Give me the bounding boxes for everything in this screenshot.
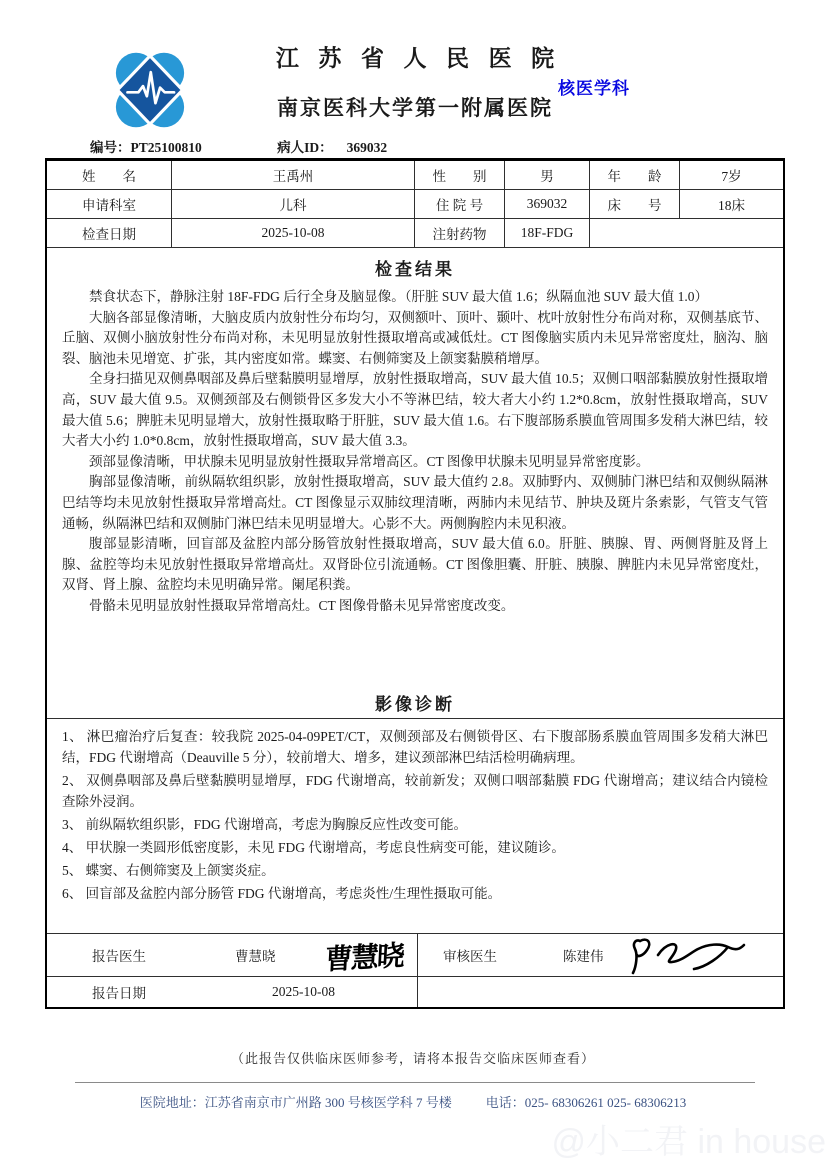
dept-label: 申请科室 [47, 190, 172, 219]
age-label: 年 龄 [590, 161, 680, 190]
result-paragraph: 颈部显像清晰，甲状腺未见明显放射性摄取异常增高区。CT 图像甲状腺未见明显异常密度影。 [89, 453, 650, 469]
hospital-contact-line [0, 1092, 826, 1111]
admission-label: 住 院 号 [415, 190, 505, 219]
diagnosis-item: 5、 蝶窦、右侧筛窦及上颌窦炎症。 [62, 863, 275, 878]
result-paragraph: 骨骼未见明显放射性摄取异常增高灶。CT 图像骨骼未见异常密度改变。 [89, 597, 515, 613]
reporter-handwritten-signature: 曹慧晓 [324, 940, 404, 977]
hospital-title: 江苏省人民医院 [275, 46, 574, 71]
report-date-row [47, 977, 783, 1007]
disclaimer-note: （此报告仅供临床医师参考，请将本报告交临床医师查看） [230, 1051, 595, 1066]
signature-row [47, 934, 783, 977]
name-label: 姓 名 [47, 161, 172, 190]
report-date-label: 报告日期 [92, 986, 146, 1001]
reporter-name: 曹慧晓 [235, 949, 276, 964]
result-paragraph: 腹部显影清晰，回盲部及盆腔内部分肠管放射性摄取增高，SUV 最大值 6.0。肝脏、胰腺、胃、两侧肾脏及肾上腺、盆腔等均未见放射性摄取异常增高灶。双肾卧位引流通畅。CT 图像胆囊、肝脏、胰腺、脾脏内未见异常密度灶，双肾、肾上腺、盆腔均未见明确异常。阑尾积粪。 [62, 536, 768, 593]
report-id-line [90, 136, 387, 156]
reviewer-signature-icon [628, 935, 748, 977]
reviewer-handwritten-signature [628, 935, 748, 982]
diagnosis-item: 1、 淋巴瘤治疗后复查：较我院 2025-04-09PET/CT，双侧颈部及右侧锁骨区、右下腹部肠系膜血管周围多发稍大淋巴结，FDG 代谢增高（Deauville 5 分），较前增大、增多，建议颈部淋巴结活检明确病理。 [62, 729, 768, 765]
department-label: 核医学科 [558, 79, 630, 98]
result-paragraph: 禁食状态下，静脉注射 18F-FDG 后行全身及脑显像。（肝脏 SUV 最大值 1.6；纵隔血池 SUV 最大值 1.0） [89, 289, 709, 304]
diagnosis-item: 3、 前纵隔软组织影，FDG 代谢增高，考虑为胸腺反应性改变可能。 [62, 817, 468, 832]
patient-id-value: 369032 [346, 140, 388, 155]
admission-value: 369032 [505, 190, 590, 219]
patient-info-row-2 [47, 190, 783, 219]
exam-date-value: 2025-10-08 [172, 219, 415, 248]
bed-label: 床 号 [590, 190, 680, 219]
footer-divider [75, 1082, 755, 1083]
age-value: 7岁 [680, 161, 783, 190]
report-table [45, 158, 785, 1009]
watermark: @小二君 in house [551, 1123, 826, 1161]
reviewer-name: 陈建伟 [563, 949, 604, 964]
hospital-address: 医院地址：江苏省南京市广州路 300 号核医学科 7 号楼 [139, 1095, 452, 1110]
reporter-cell [47, 934, 418, 976]
empty-cell [590, 219, 783, 248]
diagnosis-item: 2、 双侧鼻咽部及鼻后壁黏膜明显增厚，FDG 代谢增高，较前新发；双侧口咽部黏膜 FDG 代谢增高；建议结合内镜检查除外浸润。 [62, 773, 768, 809]
result-paragraph: 大脑各部显像清晰，大脑皮质内放射性分布均匀，双侧额叶、顶叶、颞叶、枕叶放射性分布尚对称，双侧基底节、丘脑、双侧小脑放射性分布尚对称，未见明显放射性摄取增高或减低灶。CT 图像脑实质内未见异常密度灶，脑沟、脑裂、脑池未见增宽、扩张，其内密度如常。蝶窦、右侧筛窦及上颌窦黏膜稍增厚。 [62, 309, 768, 366]
tracer-value: 18F-FDG [505, 219, 590, 248]
report-no-value: PT25100810 [130, 140, 202, 155]
sex-label: 性 别 [415, 161, 505, 190]
name-value: 王禹州 [172, 161, 415, 190]
report-date-value: 2025-10-08 [272, 984, 335, 999]
tracer-label: 注射药物 [415, 219, 505, 248]
exam-results-section [47, 248, 783, 686]
reporter-label: 报告医生 [92, 949, 146, 964]
empty-cell [418, 977, 783, 1007]
diagnosis-title: 影像诊断 [375, 694, 455, 714]
report-date-cell [47, 977, 418, 1007]
hospital-subtitle: 南京医科大学第一附属医院 [277, 96, 553, 120]
bed-value: 18床 [680, 190, 783, 219]
diagnosis-list [47, 719, 783, 934]
reviewer-label: 审核医生 [443, 949, 497, 964]
diagnosis-item: 4、 甲状腺一类圆形低密度影，未见 FDG 代谢增高，考虑良性病变可能，建议随诊。 [62, 840, 565, 855]
patient-id-label: 病人ID： [277, 140, 333, 155]
diagnosis-title-row [47, 686, 783, 719]
sex-value: 男 [505, 161, 590, 190]
result-paragraph: 全身扫描见双侧鼻咽部及鼻后壁黏膜明显增厚，放射性摄取增高，SUV 最大值 10.5；双侧口咽部黏膜放射性摄取增高，SUV 最大值 9.5。双侧颈部及右侧锁骨区多发大小不等淋巴结，较大者大小约 1.2*0.8cm，放射性摄取增高，SUV 最大值 5.6；脾脏未见明显增大，放射性摄取略于肝脏，SUV 最大值 1.6。右下腹部肠系膜血管周围多发稍大淋巴结，较大者大小约 1.0*0.8cm，放射性摄取增高，SUV 最大值 3.3。 [62, 371, 768, 449]
patient-info-row-1 [47, 161, 783, 190]
exam-date-label: 检查日期 [47, 219, 172, 248]
hospital-phone: 电话：025- 68306261 025- 68306213 [485, 1095, 687, 1110]
exam-results-title: 检查结果 [375, 260, 455, 279]
diagnosis-item: 6、 回盲部及盆腔内部分肠管 FDG 代谢增高，考虑炎性/生理性摄取可能。 [62, 886, 502, 901]
result-paragraph: 胸部显像清晰，前纵隔软组织影，放射性摄取增高，SUV 最大值约 2.8。双肺野内、双侧肺门淋巴结和双侧纵隔淋巴结等均未见放射性摄取异常增高灶。CT 图像显示双肺纹理清晰，两肺内未见结节、肿块及斑片条索影，气管支气管通畅，纵隔淋巴结和双侧肺门淋巴结未见明显增大。心影不大。两侧胸腔内未见积液。 [62, 474, 768, 531]
report-no-label: 编号： [90, 140, 131, 155]
dept-value: 儿科 [172, 190, 415, 219]
reviewer-cell [418, 934, 783, 976]
patient-info-row-3 [47, 219, 783, 248]
